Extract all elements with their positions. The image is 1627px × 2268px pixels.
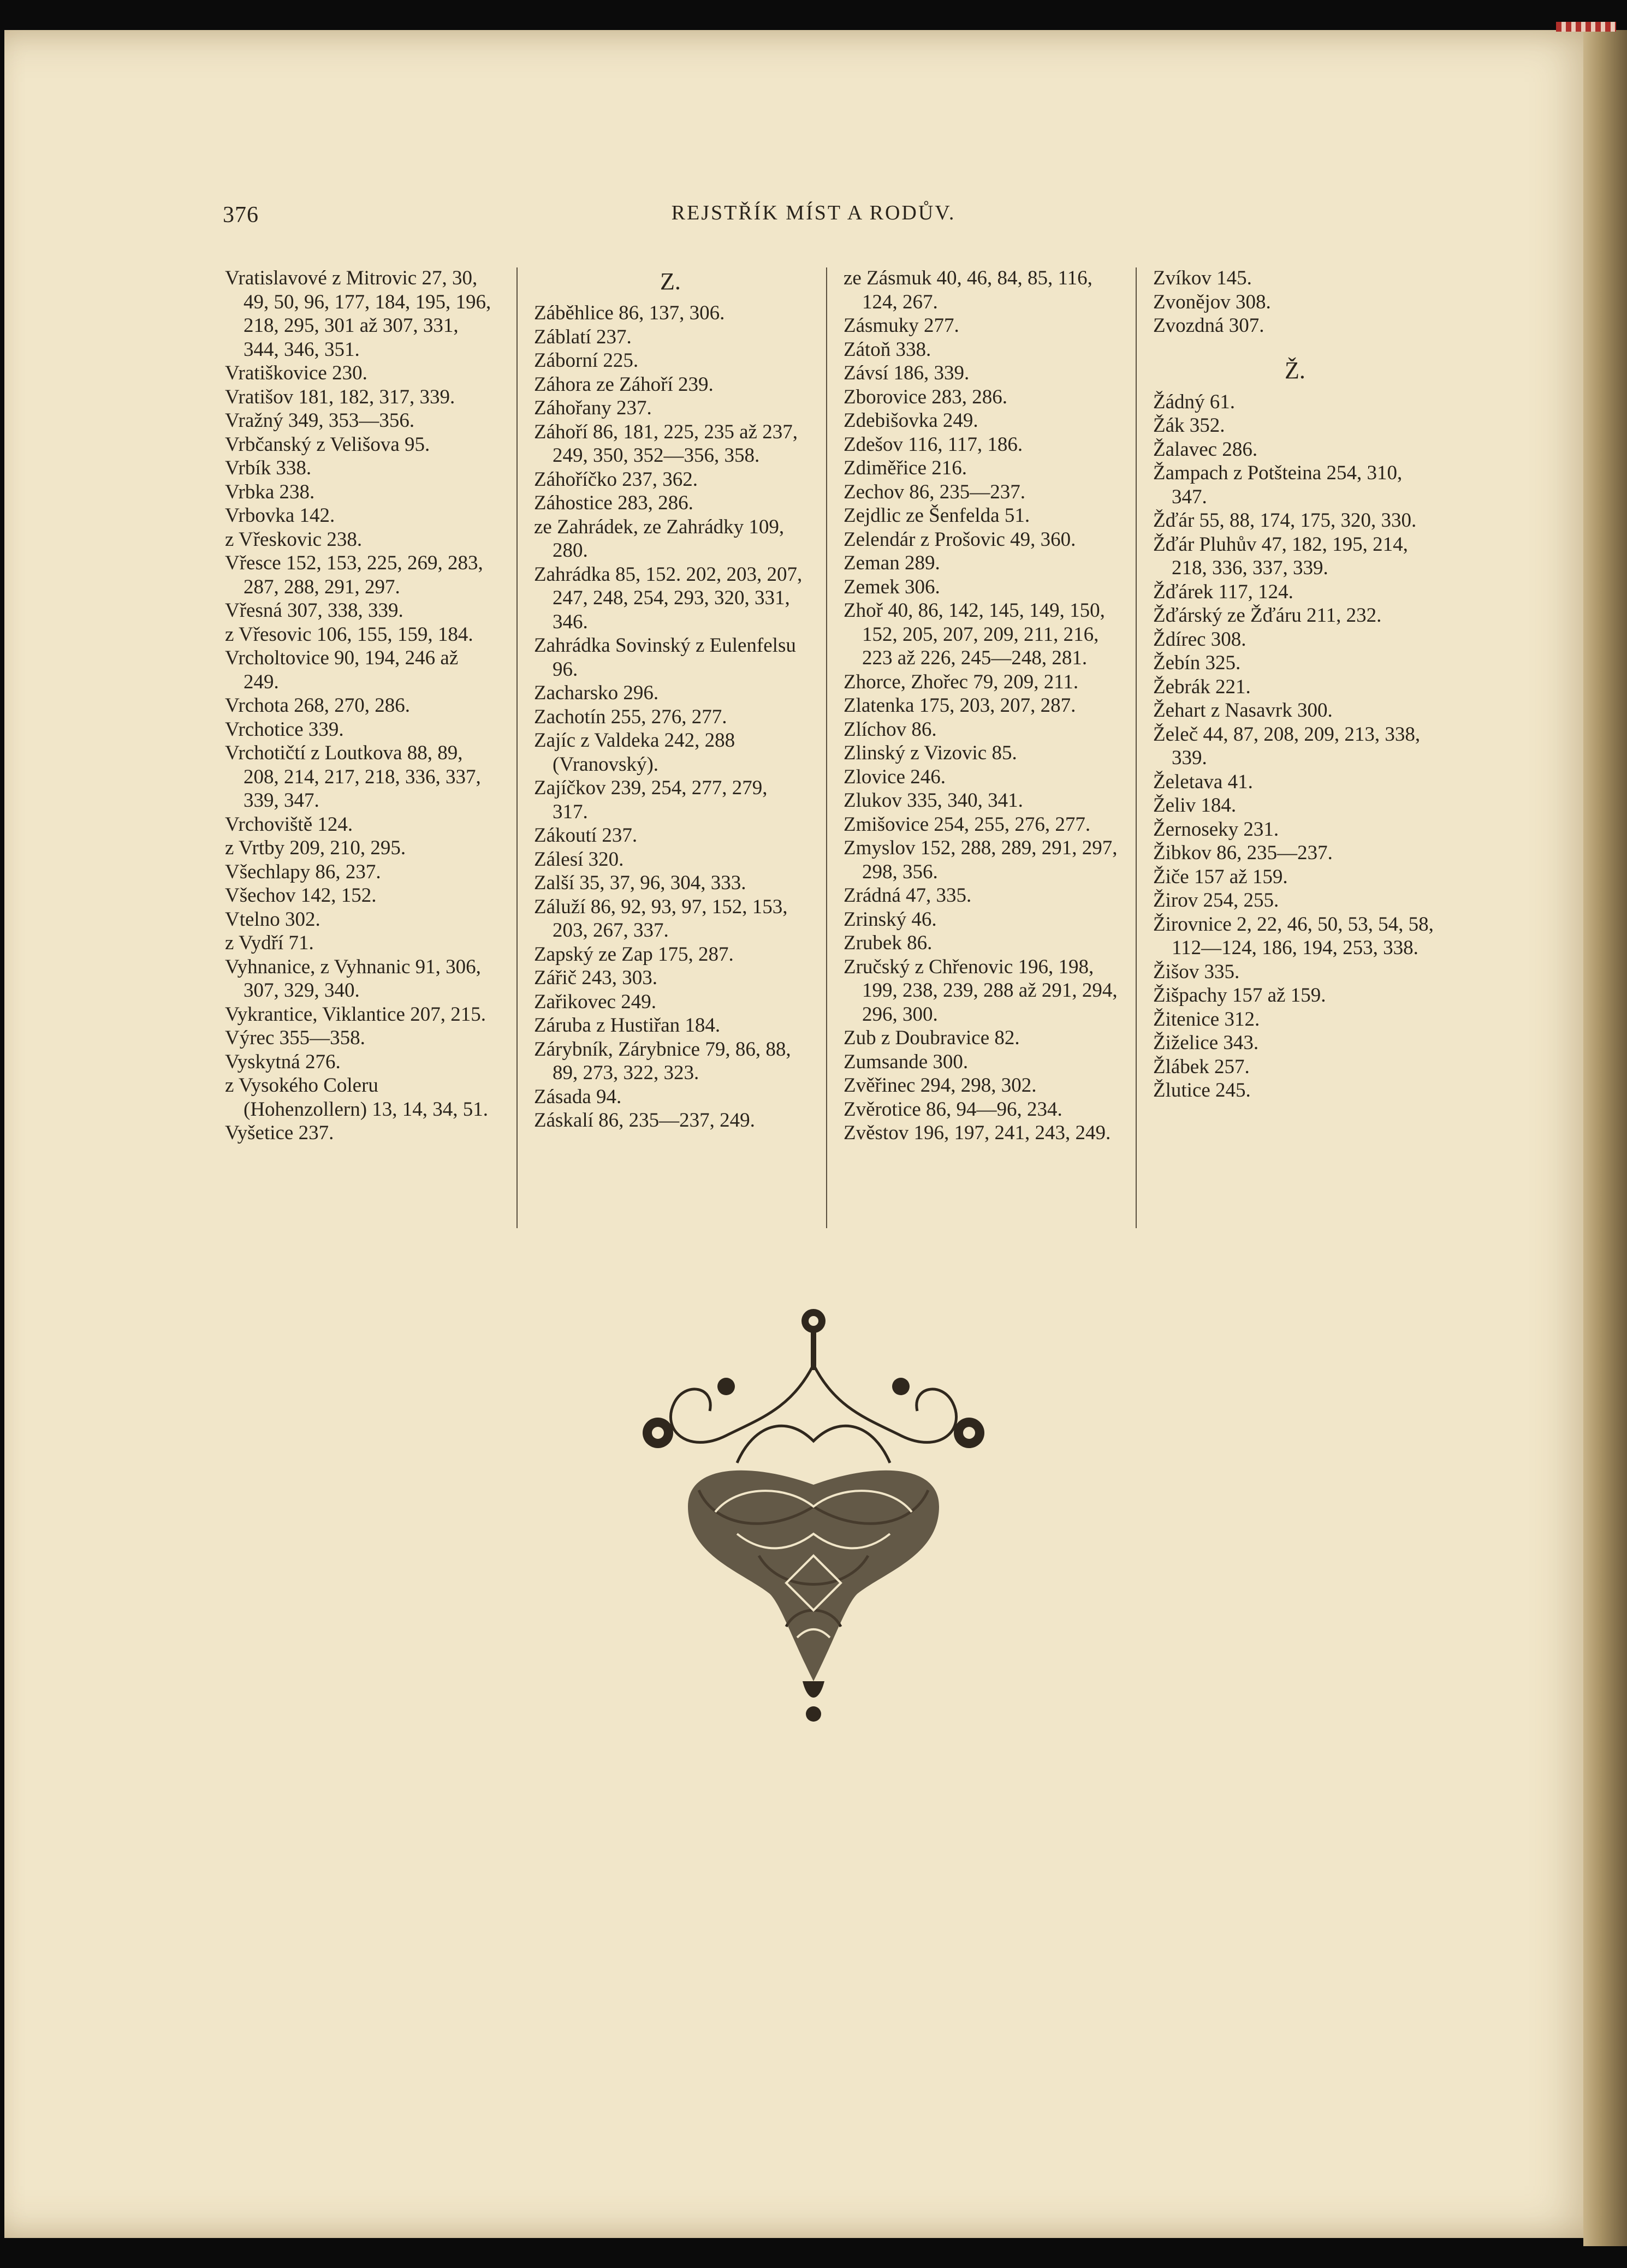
index-entry: Zátoň 338. bbox=[844, 338, 931, 361]
index-entry: Záhoří 86, 181, 225, 235 až 237, 249, 350, 352—356, 358. bbox=[534, 420, 798, 467]
index-entry: Žiče 157 až 159. bbox=[1153, 865, 1288, 888]
index-entry: Zvonějov 308. bbox=[1153, 290, 1271, 313]
index-entry: Vřesce 152, 153, 225, 269, 283, 287, 288, 291, 297. bbox=[225, 552, 483, 598]
index-entry: Zářič 243, 303. bbox=[534, 967, 658, 989]
index-entry: Žlábek 257. bbox=[1153, 1055, 1250, 1078]
index-entry: Všechov 142, 152. bbox=[225, 884, 377, 907]
index-entry: Žirov 254, 255. bbox=[1153, 889, 1279, 912]
index-entry: Vratislavové z Mitrovic 27, 30, 49, 50, 96, 177, 184, 195, 196, 218, 295, 301 až 307, 331, 344, 346, 351. bbox=[225, 267, 491, 361]
index-entry: Záhora ze Záhoří 239. bbox=[534, 373, 714, 396]
index-entry: Zrubek 86. bbox=[844, 932, 933, 954]
index-entry: Zařikovec 249. bbox=[534, 990, 656, 1013]
index-entry: z Vysokého Coleru (Hohenzollern) 13, 14, 34, 51. bbox=[225, 1074, 489, 1121]
index-entry: Zvozdná 307. bbox=[1153, 314, 1264, 337]
index-entry: Záluží 86, 92, 93, 97, 152, 153, 203, 267, 337. bbox=[534, 895, 788, 942]
index-column-3 bbox=[844, 266, 1121, 1145]
index-entry: Želiv 184. bbox=[1153, 794, 1237, 817]
index-entry: Záhoříčko 237, 362. bbox=[534, 468, 698, 491]
index-entry: Vrbík 338. bbox=[225, 457, 312, 479]
index-entry: Záskalí 86, 235—237, 249. bbox=[534, 1109, 755, 1132]
page-number: 376 bbox=[223, 203, 259, 228]
index-entry: Žádný 61. bbox=[1153, 390, 1236, 413]
index-entry: Vykrantice, Viklantice 207, 215. bbox=[225, 1003, 486, 1026]
index-entry: Žišov 335. bbox=[1153, 960, 1240, 983]
index-entry: Vyhnanice, z Vyhnanic 91, 306, 307, 329, 340. bbox=[225, 955, 481, 1002]
index-entry: Zrádná 47, 335. bbox=[844, 884, 972, 907]
index-entry: Žebrák 221. bbox=[1153, 675, 1251, 698]
index-entry: Žitenice 312. bbox=[1153, 1008, 1260, 1031]
index-entry: z Vřesovic 106, 155, 159, 184. bbox=[225, 623, 473, 646]
index-entry: Zdiměřice 216. bbox=[844, 457, 967, 479]
index-entry: Vratiškovice 230. bbox=[225, 362, 367, 384]
index-entry: Vtelno 302. bbox=[225, 908, 320, 931]
running-head: REJSTŘÍK MÍST A RODŮV. bbox=[671, 201, 956, 224]
column-rule bbox=[1136, 267, 1137, 1228]
column-rule bbox=[826, 267, 827, 1228]
index-entry: Zacharsko 296. bbox=[534, 682, 659, 704]
index-entry: Záborní 225. bbox=[534, 349, 639, 372]
index-entry: Žirovnice 2, 22, 46, 50, 53, 54, 58, 112—124, 186, 194, 253, 338. bbox=[1153, 913, 1434, 959]
index-entry: Zvěrotice 86, 94—96, 234. bbox=[844, 1098, 1062, 1121]
section-letter: Z. bbox=[660, 268, 681, 295]
index-entry: Zajíc z Valdeka 242, 288 (Vranovský). bbox=[534, 729, 735, 776]
index-entry: Žďár 55, 88, 174, 175, 320, 330. bbox=[1153, 509, 1417, 532]
index-entry: Zachotín 255, 276, 277. bbox=[534, 705, 727, 728]
index-entry: Zahrádka 85, 152. 202, 203, 207, 247, 248, 254, 293, 320, 331, 346. bbox=[534, 563, 803, 633]
index-entry: Vřesná 307, 338, 339. bbox=[225, 599, 403, 622]
index-entry: Záblatí 237. bbox=[534, 325, 632, 348]
book-spine-edge bbox=[1583, 30, 1627, 2246]
index-entry: Žiželice 343. bbox=[1153, 1032, 1259, 1054]
index-entry: Vyskytná 276. bbox=[225, 1050, 341, 1073]
bookmark-edge bbox=[1556, 22, 1616, 32]
index-entry: Žďárek 117, 124. bbox=[1153, 580, 1293, 603]
index-entry: Zhorce, Zhořec 79, 209, 211. bbox=[844, 670, 1079, 693]
index-entry: Žebín 325. bbox=[1153, 652, 1241, 674]
index-entry: Zelendár z Prošovic 49, 360. bbox=[844, 528, 1076, 551]
index-entry: Zajíčkov 239, 254, 277, 279, 317. bbox=[534, 777, 768, 823]
index-entry: Žišpachy 157 až 159. bbox=[1153, 984, 1326, 1007]
index-entry: Záhostice 283, 286. bbox=[534, 492, 693, 514]
index-entry: Zemek 306. bbox=[844, 575, 940, 598]
index-entry: Zásmuky 277. bbox=[844, 314, 959, 337]
index-entry: Žibkov 86, 235—237. bbox=[1153, 842, 1333, 864]
index-entry: Zalší 35, 37, 96, 304, 333. bbox=[534, 872, 746, 894]
index-entry: Závsí 186, 339. bbox=[844, 362, 970, 384]
index-entry: Zvěřinec 294, 298, 302. bbox=[844, 1074, 1037, 1097]
index-entry: Všechlapy 86, 237. bbox=[225, 860, 381, 883]
index-entry: Zechov 86, 235—237. bbox=[844, 480, 1025, 503]
index-entry: Zmyslov 152, 288, 289, 291, 297, 298, 356. bbox=[844, 837, 1118, 883]
index-entry: Vratišov 181, 182, 317, 339. bbox=[225, 385, 455, 408]
index-entry: Zlatenka 175, 203, 207, 287. bbox=[844, 694, 1076, 717]
index-entry: Vyšetice 237. bbox=[225, 1122, 334, 1144]
index-entry: Zvěstov 196, 197, 241, 243, 249. bbox=[844, 1122, 1111, 1144]
index-entry: Zub z Doubravice 82. bbox=[844, 1027, 1020, 1049]
index-entry: Zapský ze Zap 175, 287. bbox=[534, 943, 734, 966]
index-entry: Žďárský ze Žďáru 211, 232. bbox=[1153, 604, 1382, 627]
index-entry: z Vrtby 209, 210, 295. bbox=[225, 837, 406, 859]
index-entry: Vrbovka 142. bbox=[225, 504, 335, 527]
index-entry: ze Zahrádek, ze Zahrádky 109, 280. bbox=[534, 515, 785, 562]
index-entry: Vrchoviště 124. bbox=[225, 813, 353, 836]
index-entry: Vrcholtovice 90, 194, 246 až 249. bbox=[225, 647, 459, 693]
index-entry: Žďár Pluhův 47, 182, 195, 214, 218, 336, 337, 339. bbox=[1153, 533, 1408, 579]
index-entry: ze Zásmuk 40, 46, 84, 85, 116, 124, 267. bbox=[844, 267, 1092, 313]
index-entry: Zejdlic ze Šenfelda 51. bbox=[844, 504, 1030, 527]
index-entry: Zhoř 40, 86, 142, 145, 149, 150, 152, 205, 207, 209, 211, 216, 223 až 226, 245—248, 281. bbox=[844, 599, 1105, 669]
index-entry: Zvíkov 145. bbox=[1153, 267, 1252, 289]
index-entry: Žampach z Potšteina 254, 310, 347. bbox=[1153, 462, 1403, 508]
index-entry: Výrec 355—358. bbox=[225, 1027, 365, 1049]
index-entry: Ždírec 308. bbox=[1153, 628, 1246, 651]
index-entry: Zdebišovka 249. bbox=[844, 409, 978, 432]
index-entry: Želeč 44, 87, 208, 209, 213, 338, 339. bbox=[1153, 723, 1421, 769]
index-entry: Žlutice 245. bbox=[1153, 1079, 1251, 1102]
index-entry: Zlovice 246. bbox=[844, 765, 946, 788]
index-entry: Vrchotičtí z Loutkova 88, 89, 208, 214, 217, 218, 336, 337, 339, 347. bbox=[225, 742, 481, 812]
index-column-1 bbox=[225, 266, 498, 1145]
index-entry: Záruba z Hustiřan 184. bbox=[534, 1014, 721, 1037]
index-entry: Žehart z Nasavrk 300. bbox=[1153, 699, 1333, 722]
decorative-vignette bbox=[628, 1299, 999, 1730]
index-entry: Záhořany 237. bbox=[534, 397, 652, 419]
index-entry: Zmišovice 254, 255, 276, 277. bbox=[844, 813, 1091, 836]
index-entry: Žák 352. bbox=[1153, 414, 1225, 437]
index-entry: Zálesí 320. bbox=[534, 848, 624, 871]
index-entry: Zborovice 283, 286. bbox=[844, 385, 1008, 408]
index-entry: Zásada 94. bbox=[534, 1085, 622, 1108]
index-entry: Zumsande 300. bbox=[844, 1050, 969, 1073]
index-entry: Zlíchov 86. bbox=[844, 718, 937, 741]
index-entry: Vrchota 268, 270, 286. bbox=[225, 694, 410, 717]
index-entry: Žalavec 286. bbox=[1153, 438, 1258, 461]
index-entry: Zahrádka Sovinský z Eulenfelsu 96. bbox=[534, 634, 796, 681]
index-entry: Zrinský 46. bbox=[844, 908, 937, 931]
index-column-2 bbox=[534, 265, 807, 1133]
index-entry: Vrchotice 339. bbox=[225, 718, 344, 741]
index-entry: Želetava 41. bbox=[1153, 770, 1253, 793]
index-entry: z Vydří 71. bbox=[225, 932, 314, 954]
column-rule bbox=[516, 267, 518, 1228]
index-entry: z Vřeskovic 238. bbox=[225, 528, 363, 551]
index-column-4 bbox=[1153, 266, 1437, 1103]
index-entry: Žernoseky 231. bbox=[1153, 818, 1279, 841]
index-entry: Vrbka 238. bbox=[225, 480, 315, 503]
index-entry: Vražný 349, 353—356. bbox=[225, 409, 415, 432]
index-entry: Záběhlice 86, 137, 306. bbox=[534, 302, 725, 324]
index-entry: Zlinský z Vizovic 85. bbox=[844, 742, 1017, 764]
index-entry: Vrbčanský z Velišova 95. bbox=[225, 433, 430, 456]
index-entry: Zeman 289. bbox=[844, 552, 940, 574]
section-letter: Ž. bbox=[1285, 356, 1305, 384]
index-entry: Zlukov 335, 340, 341. bbox=[844, 789, 1023, 812]
index-entry: Zárybník, Zárybnice 79, 86, 88, 89, 273, 322, 323. bbox=[534, 1038, 791, 1084]
index-entry: Zákoutí 237. bbox=[534, 824, 638, 847]
index-entry: Zručský z Chřenovic 196, 198, 199, 238, 239, 288 až 291, 294, 296, 300. bbox=[844, 955, 1118, 1026]
index-entry: Zdešov 116, 117, 186. bbox=[844, 433, 1023, 456]
